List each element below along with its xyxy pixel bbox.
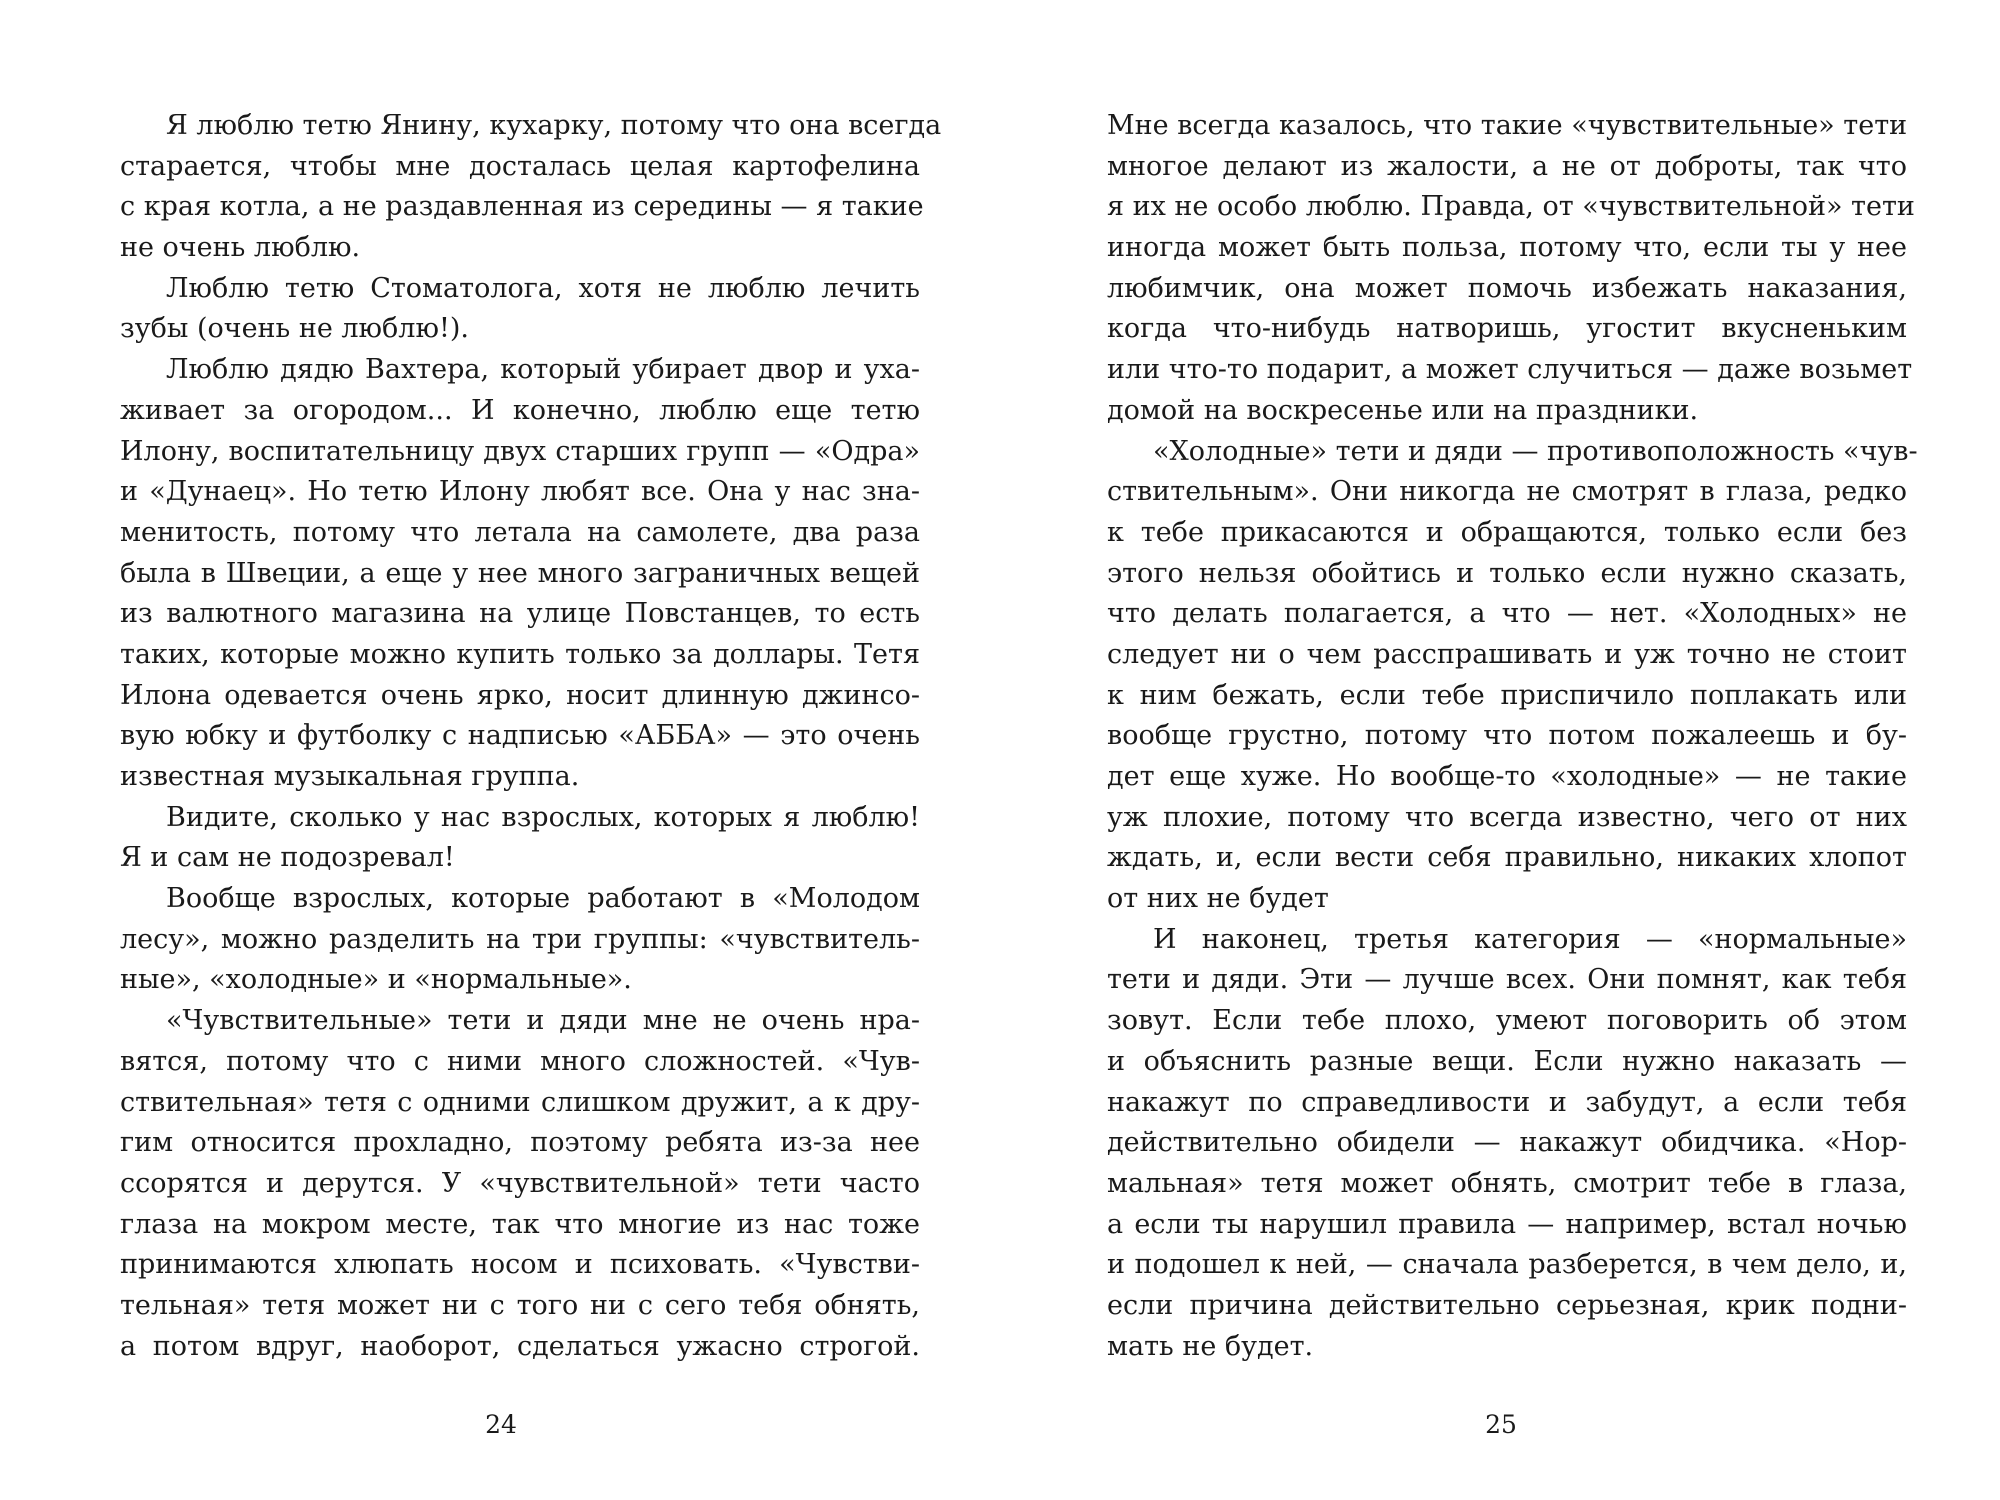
text-line: вую юбку и футболку с надписью «АББА» — это очень (120, 720, 920, 752)
text-line: вятся, потому что с ними много сложностей. «Чув- (120, 1045, 920, 1077)
text-line: тети и дяди. Эти — лучше всех. Они помнят, как тебя (1107, 964, 1907, 996)
left-page-text (120, 106, 942, 1367)
text-line: Я люблю тетю Янину, кухарку, потому что она всегда (166, 110, 942, 141)
text-line: к тебе прикасаются и обращаются, только если без (1107, 516, 1907, 548)
text-line: домой на воскресенье или на праздники. (1107, 394, 1699, 426)
text-line: ждать, и, если вести себя правильно, никаких хлопот (1107, 842, 1907, 874)
text-line: ные», «холодные» и «нормальные». (120, 964, 632, 996)
text-line: ствительным». Они никогда не смотрят в глаза, редко (1107, 476, 1907, 508)
text-line: к ним бежать, если тебе приспичило поплакать или (1107, 679, 1907, 711)
text-line: И наконец, третья категория — «нормальные» (1153, 923, 1907, 955)
text-line: вообще грустно, потому что потом пожалеешь и бу- (1107, 720, 1907, 752)
text-line: и «Дунаец». Но тетю Илону любят все. Она у нас зна- (120, 476, 920, 508)
text-line: из валютного магазина на улице Повстанцев, то есть (120, 598, 920, 630)
text-line: Илона одевается очень ярко, носит длинную джинсо- (120, 679, 920, 711)
text-line: Илону, воспитательницу двух старших групп — «Одра» (120, 435, 920, 467)
text-line: Люблю дядю Вахтера, который убирает двор и уха- (166, 354, 920, 386)
right-page-text (1107, 106, 1918, 1367)
text-line: Мне всегда казалось, что такие «чувствительные» тети (1107, 110, 1908, 141)
text-line: Люблю тетю Стоматолога, хотя не люблю лечить (166, 272, 920, 304)
text-line: Видите, сколько у нас взрослых, которых я люблю! (166, 801, 920, 833)
text-line: любимчик, она может помочь избежать наказания, (1107, 272, 1907, 304)
text-line: мальная» тетя может обнять, смотрит тебе в глаза, (1107, 1167, 1907, 1199)
text-line: «Чувствительные» тети и дяди мне не очень нра- (166, 1005, 920, 1037)
page-number-left: 24 (485, 1410, 517, 1439)
text-line: гим относится прохладно, поэтому ребята из-за нее (120, 1127, 920, 1159)
page-number-right: 25 (1485, 1410, 1517, 1439)
text-line: дет еще хуже. Но вообще-то «холодные» — не такие (1107, 761, 1907, 792)
text-line: этого нельзя обойтись и только если нужно сказать, (1107, 557, 1907, 589)
text-line: ствительная» тетя с одними слишком дружит, а к дру- (120, 1086, 920, 1118)
text-line: принимаются хлюпать носом и психовать. «Чувстви- (120, 1249, 920, 1281)
text-line: ссорятся и дерутся. У «чувствительной» тети часто (120, 1167, 920, 1199)
text-line: следует ни о чем расспрашивать и уж точно не стоит (1107, 638, 1907, 670)
text-line: «Холодные» тети и дяди — противоположность «чув- (1153, 435, 1918, 467)
text-line: живает за огородом... И конечно, люблю еще тетю (120, 394, 920, 426)
text-line: не очень люблю. (120, 232, 361, 264)
text-line: и объяснить разные вещи. Если нужно наказать — (1107, 1045, 1907, 1077)
text-line: накажут по справедливости и забудут, а если тебя (1107, 1086, 1907, 1118)
text-line: старается, чтобы мне досталась целая картофелина (120, 150, 920, 182)
text-line: что делать полагается, а что — нет. «Холодных» не (1107, 598, 1907, 630)
text-line: уж плохие, потому что всегда известно, чего от них (1107, 801, 1907, 833)
text-line: лесу», можно разделить на три группы: «чувствитель- (120, 923, 920, 955)
text-line: а потом вдруг, наоборот, сделаться ужасно строгой. (120, 1330, 920, 1362)
text-line: была в Швеции, а еще у нее много заграничных вещей (120, 557, 920, 589)
text-line: когда что-нибудь натворишь, угостит вкусненьким (1107, 313, 1907, 345)
text-line: иногда может быть польза, потому что, если ты у нее (1107, 232, 1907, 264)
text-line: с края котла, а не раздавленная из середины — я такие (120, 191, 924, 223)
text-line: и подошел к ней, — сначала разберется, в чем дело, и, (1107, 1249, 1907, 1281)
text-line: тельная» тетя может ни с того ни с сего тебя обнять, (120, 1289, 920, 1321)
text-line: менитость, потому что летала на самолете, два раза (120, 516, 920, 548)
text-line: зовут. Если тебе плохо, умеют поговорить об этом (1107, 1005, 1907, 1037)
text-line: глаза на мокром месте, так что многие из нас тоже (120, 1208, 920, 1240)
text-line: действительно обидели — накажут обидчика. «Нор- (1107, 1127, 1907, 1159)
text-line: известная музыкальная группа. (120, 761, 580, 792)
text-line: а если ты нарушил правила — например, встал ночью (1107, 1208, 1907, 1240)
text-line: я их не особо люблю. Правда, от «чувствительной» тети (1107, 191, 1915, 223)
text-line: таких, которые можно купить только за доллары. Тетя (120, 638, 920, 670)
text-line: от них не будет (1107, 883, 1329, 915)
text-line: или что-то подарит, а может случиться — даже возьмет (1107, 354, 1913, 386)
text-line: мать не будет. (1107, 1330, 1314, 1362)
text-line: Я и сам не подозревал! (120, 842, 455, 874)
text-line: зубы (очень не люблю!). (120, 313, 469, 345)
text-line: Вообще взрослых, которые работают в «Молодом (166, 883, 920, 915)
text-line: если причина действительно серьезная, крик подни- (1107, 1289, 1907, 1321)
text-line: многое делают из жалости, а не от доброты, так что (1107, 150, 1907, 182)
